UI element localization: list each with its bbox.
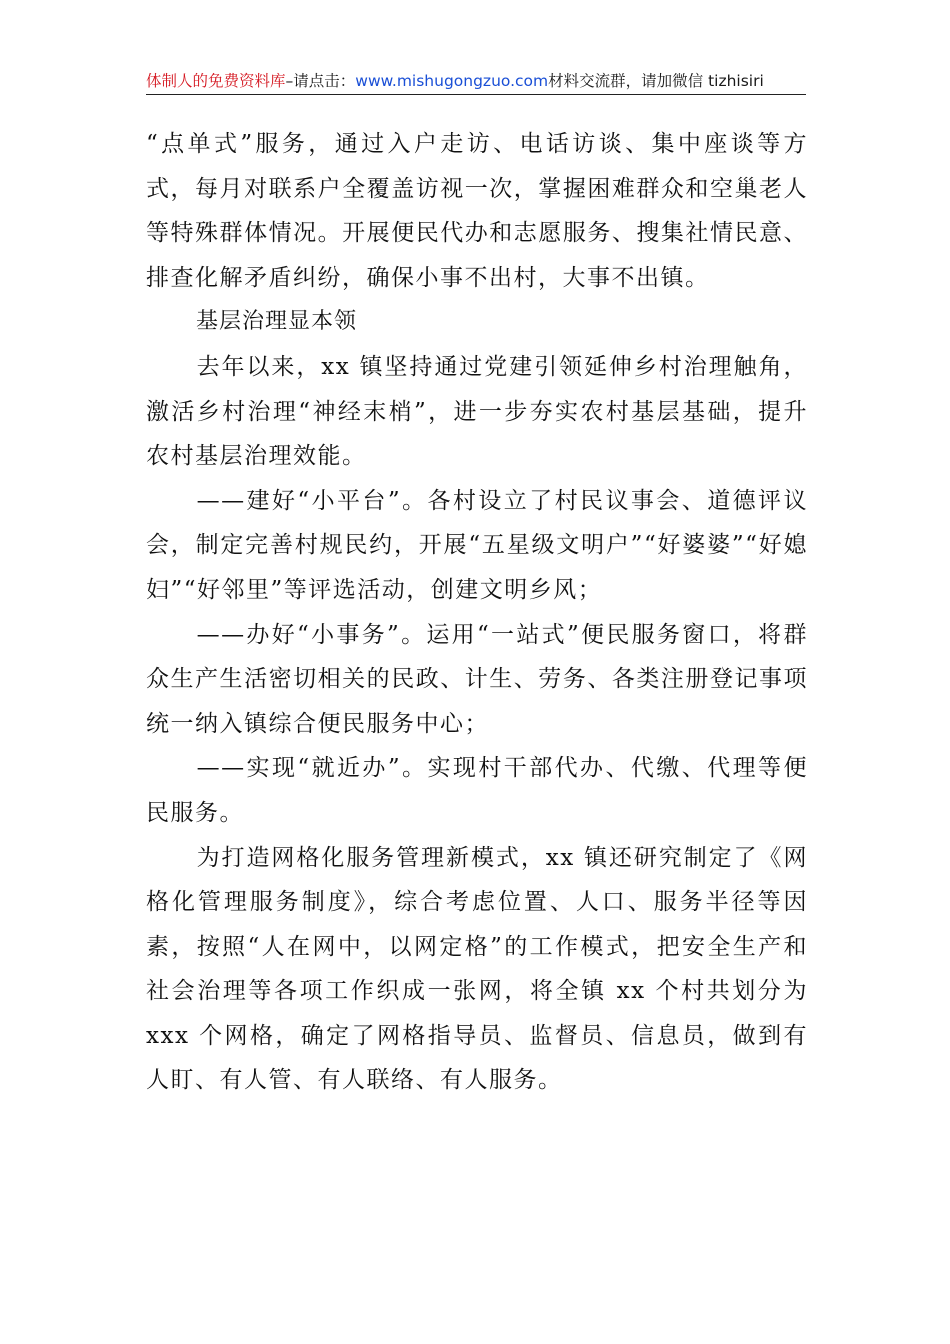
paragraph-2: 去年以来，xx 镇坚持通过党建引领延伸乡村治理触角，激活乡村治理“神经末梢”，进一步夯实农村基层基础，提升农村基层治理效能。 <box>146 353 808 470</box>
paragraph-5: ——实现“就近办”。实现村干部代办、代缴、代理等便民服务。 <box>146 755 808 826</box>
document-body <box>146 122 808 1103</box>
header-prompt: –请点击： <box>285 72 356 90</box>
paragraph-3: ——建好“小平台”。各村设立了村民议事会、道德评议会，制定完善村规民约，开展“五星级文明户”“好婆婆”“好媳妇”“好邻里”等评选活动，创建文明乡风； <box>146 487 808 603</box>
paragraph-6: 为打造网格化服务管理新模式，xx 镇还研究制定了《网格化管理服务制度》，综合考虑位置、人口、服务半径等因素，按照“人在网中，以网定格”的工作模式，把安全生产和社会治理等各项工作织成一张网，将全镇 xx 个村共划分为 xxx 个网格，确定了网格指导员、监督员、信息员，做到有人盯、有人管、有人联络、有人服务。 <box>146 844 808 1094</box>
page-header <box>146 70 806 96</box>
paragraph-4: ——办好“小事务”。运用“一站式”便民服务窗口，将群众生产生活密切相关的民政、计生、劳务、各类注册登记事项统一纳入镇综合便民服务中心； <box>146 621 808 737</box>
header-url-link[interactable]: www.mishugongzuo.com <box>355 72 549 90</box>
section-heading: 基层治理显本领 <box>196 309 358 335</box>
header-divider <box>146 94 806 95</box>
paragraph-1: “点单式”服务，通过入户走访、电话访谈、集中座谈等方式，每月对联系户全覆盖访视一次，掌握困难群众和空巢老人等特殊群体情况。开展便民代办和志愿服务、搜集社情民意、排查化解矛盾纠纷，确保小事不出村，大事不出镇。 <box>146 131 808 291</box>
header-brand: 体制人的免费资料库 <box>146 72 286 90</box>
header-suffix: 材料交流群，请加微信 tizhisiri <box>548 72 764 90</box>
